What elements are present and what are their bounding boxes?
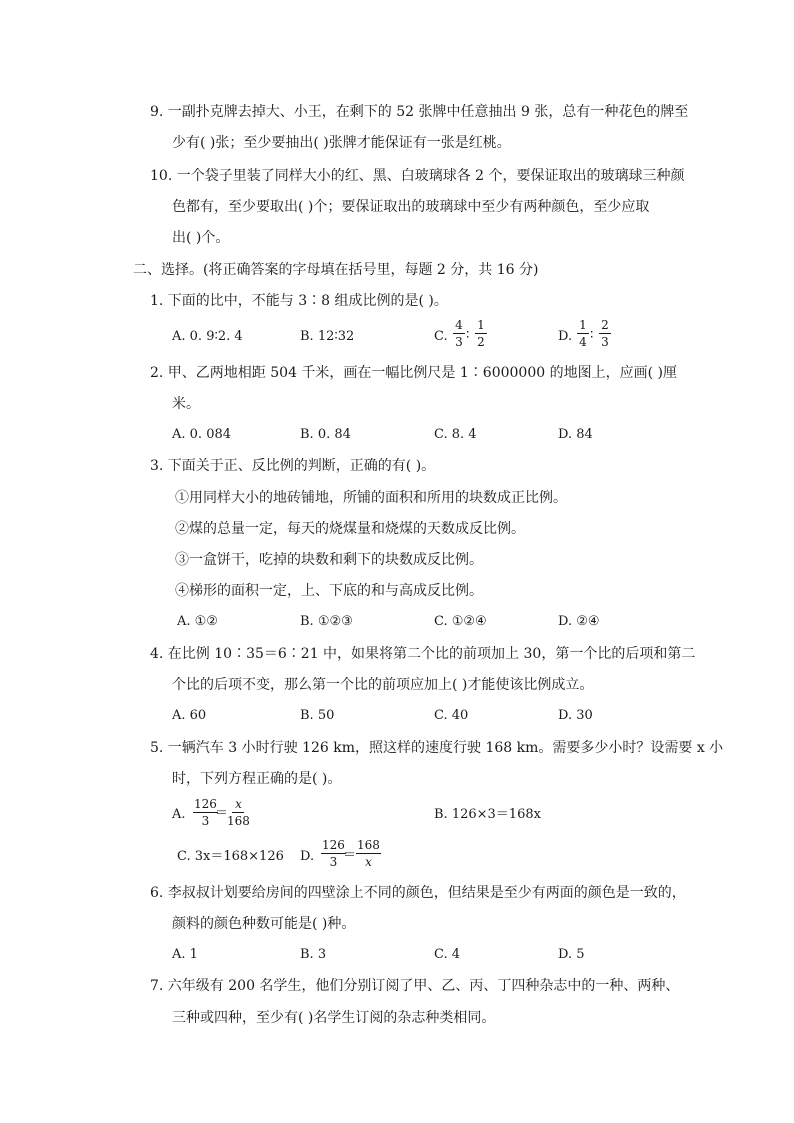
choice-1-option-d-label: D.	[558, 329, 573, 344]
choice-4-option-d: D. 30	[558, 708, 593, 723]
fraction-denominator: x	[365, 855, 372, 869]
choice-6-option-a: A. 1	[172, 947, 198, 962]
choice-5-option-c: C. 3x＝168×126	[177, 849, 284, 864]
choice-1-option-d-fraction-2	[599, 318, 611, 349]
choice-3-option-d: D. ②④	[558, 614, 600, 629]
choice-7-line-1: 7. 六年级有 200 名学生，他们分别订阅了甲、乙、丙、丁四种杂志中的一种、两种、	[150, 978, 680, 994]
choice-3-statement-4: ④梯形的面积一定，上、下底的和与高成反比例。	[175, 583, 483, 599]
choice-2-option-d: D. 84	[558, 427, 593, 442]
choice-2-line-1: 2. 甲、乙两地相距 504 千米，画在一幅比例尺是 1∶6000000 的地图上，应画( )厘	[150, 365, 677, 381]
choice-3-statement-2: ②煤的总量一定，每天的烧煤量和烧煤的天数成反比例。	[175, 521, 525, 537]
choice-3-option-b: B. ①②③	[300, 614, 353, 629]
choice-1-option-d-fraction-1	[577, 318, 589, 349]
choice-5-option-d-fraction-2	[356, 838, 381, 869]
choice-6-option-c: C. 4	[434, 947, 461, 962]
choice-4-line-2: 个比的后项不变，那么第一个比的前项应加上( )才能使该比例成立。	[172, 677, 594, 693]
choice-2-option-c: C. 8. 4	[434, 427, 477, 442]
choice-3-statement-3: ③一盒饼干，吃掉的块数和剩下的块数成反比例。	[175, 552, 483, 568]
fraction-denominator: 4	[579, 335, 587, 349]
fraction-numerator: 4	[453, 318, 465, 334]
choice-4-option-b: B. 50	[300, 708, 335, 723]
fraction-denominator: 3	[329, 855, 338, 869]
choice-3-option-a: A. ①②	[177, 614, 218, 629]
fraction-denominator: 3	[201, 814, 210, 828]
equals-sign: ＝	[343, 848, 357, 863]
choice-2-option-a: A. 0. 084	[172, 427, 232, 442]
question-10-line-1: 10. 一个袋子里装了同样大小的红、黑、白玻璃球各 2 个，要保证取出的玻璃球三种颜	[150, 168, 685, 184]
choice-5-option-b: B. 126×3＝168x	[434, 807, 541, 822]
fraction-numerator: 168	[357, 838, 380, 852]
choice-1-option-c-label: C.	[434, 329, 448, 344]
choice-1-option-c-fraction-2	[475, 318, 487, 349]
question-10-line-2: 色都有，至少要取出( )个；要保证取出的玻璃球中至少有两种颜色，至少应取	[172, 199, 650, 215]
choice-6-option-d: D. 5	[558, 947, 585, 962]
choice-2-line-2: 米。	[172, 396, 200, 412]
ratio-colon: ∶	[466, 328, 470, 343]
fraction-denominator: 3	[455, 335, 463, 349]
fraction-numerator: 126	[194, 797, 217, 811]
choice-6-line-2: 颜料的颜色种数可能是( )种。	[172, 916, 356, 932]
choice-3-statement-1: ①用同样大小的地砖铺地，所铺的面积和所用的块数成正比例。	[175, 490, 567, 506]
fraction-numerator: x	[232, 797, 244, 813]
ratio-colon: ∶	[590, 328, 594, 343]
question-9-line-1: 9. 一副扑克牌去掉大、小王，在剩下的 52 张牌中任意抽出 9 张，总有一种花色的牌至	[150, 104, 689, 120]
choice-4-option-a: A. 60	[172, 708, 207, 723]
choice-6-line-1: 6. 李叔叔计划要给房间的四壁涂上不同的颜色，但结果是至少有两面的颜色是一致的，	[150, 885, 686, 901]
fraction-numerator: 2	[599, 318, 611, 334]
choice-5-option-a-fraction-2	[227, 797, 250, 828]
fraction-numerator: 126	[322, 838, 345, 852]
choice-5-line-1: 5. 一辆汽车 3 小时行驶 126 km，照这样的速度行驶 168 km。需要多少小时？设需要 x 小	[150, 740, 724, 756]
question-9-line-2: 少有( )张；至少要抽出( )张牌才能保证有一张是红桃。	[172, 135, 511, 151]
choice-3-option-c: C. ①②④	[434, 614, 487, 629]
fraction-numerator: 1	[475, 318, 487, 334]
choice-1-option-c-fraction-1	[453, 318, 465, 349]
fraction-denominator: 168	[227, 814, 250, 828]
choice-1-option-a: A. 0. 9∶2. 4	[172, 329, 243, 344]
fraction-numerator: 1	[577, 318, 589, 334]
choice-2-option-b: B. 0. 84	[300, 427, 351, 442]
choice-1-stem: 1. 下面的比中，不能与 3∶8 组成比例的是( )。	[150, 293, 448, 309]
choice-1-option-b: B. 12∶32	[300, 329, 355, 344]
fraction-denominator: 3	[601, 335, 609, 349]
choice-5-option-a-label: A.	[172, 807, 186, 822]
choice-5-option-d-label: D.	[300, 849, 315, 864]
choice-3-stem: 3. 下面关于正、反比例的判断，正确的有( )。	[150, 458, 436, 474]
choice-7-line-2: 三种或四种，至少有( )名学生订阅的杂志种类相同。	[172, 1010, 496, 1026]
section-2-heading: 二、选择。(将正确答案的字母填在括号里，每题 2 分，共 16 分)	[133, 262, 539, 278]
question-10-line-3: 出( )个。	[172, 230, 230, 246]
fraction-denominator: 2	[477, 335, 485, 349]
choice-4-line-1: 4. 在比例 10∶35＝6∶21 中，如果将第二个比的前项加上 30，第一个比的后项和第二	[150, 646, 696, 662]
choice-5-line-2: 时，下列方程正确的是( )。	[172, 771, 342, 787]
choice-6-option-b: B. 3	[300, 947, 327, 962]
equals-sign: ＝	[215, 806, 229, 821]
choice-4-option-c: C. 40	[434, 708, 469, 723]
